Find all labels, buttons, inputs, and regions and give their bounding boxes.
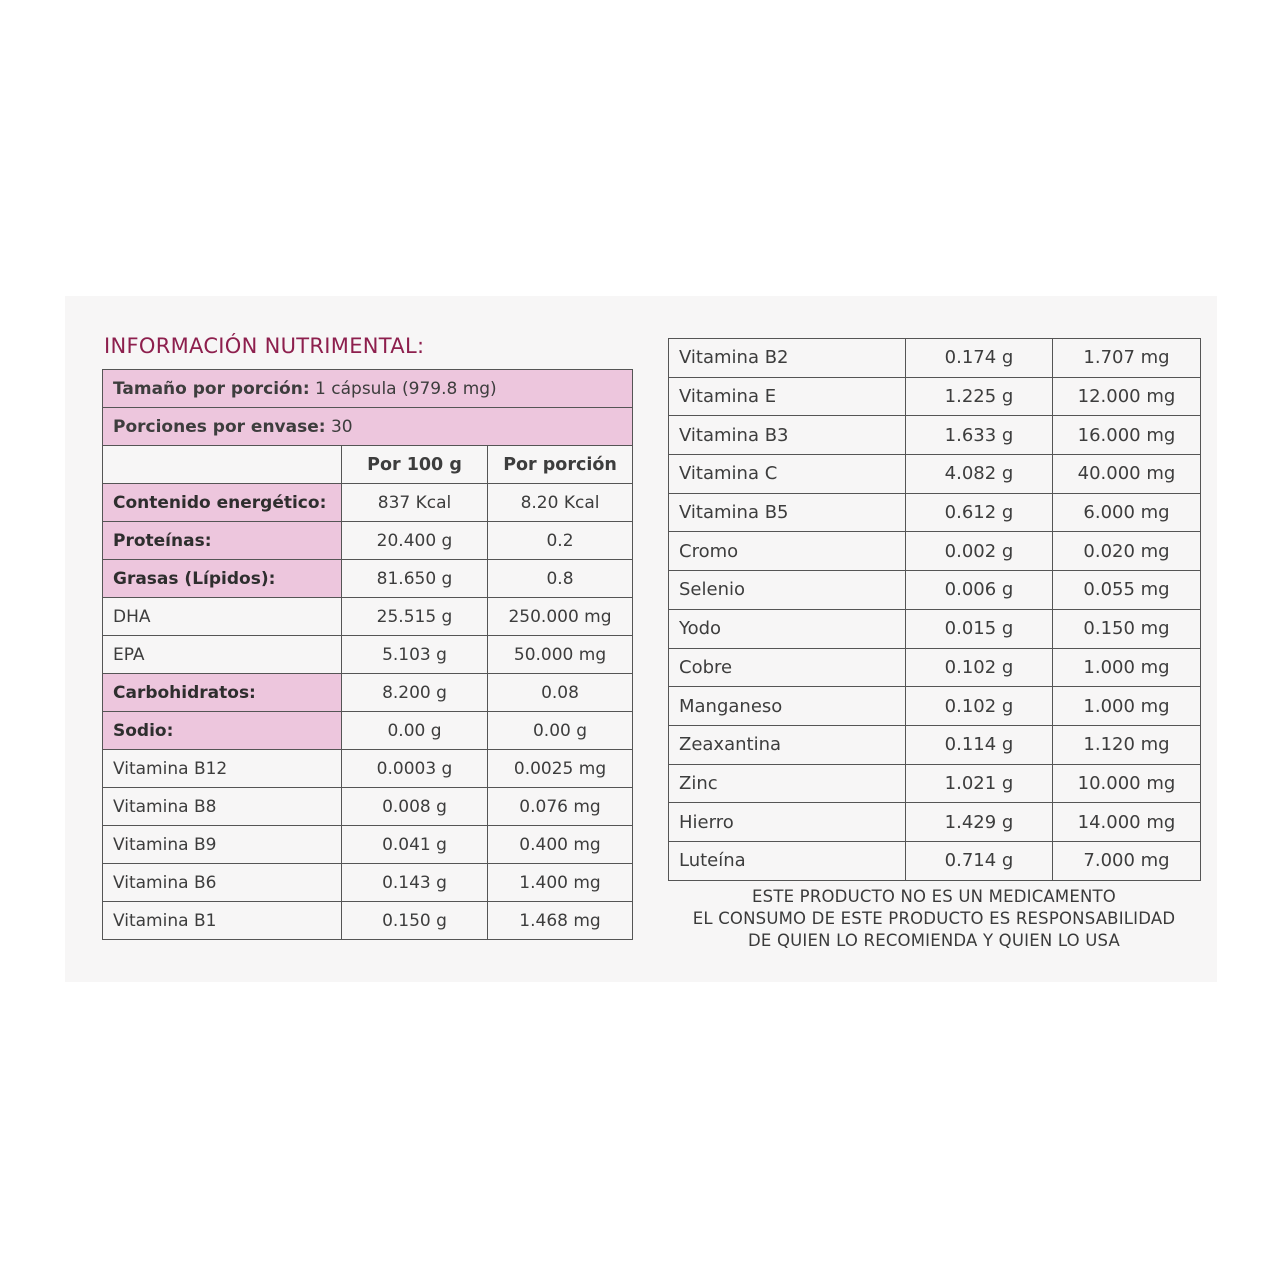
- table-row: [669, 339, 1201, 378]
- value-per-100g: 0.143 g: [342, 864, 488, 902]
- value-per-serving: 0.08: [488, 674, 633, 712]
- nutrient-name: Vitamina B5: [669, 493, 906, 532]
- value-per-serving: 1.400 mg: [488, 864, 633, 902]
- table-row: [103, 826, 633, 864]
- nutrient-name: Vitamina B1: [103, 902, 342, 940]
- value-per-serving: 16.000 mg: [1053, 416, 1201, 455]
- serving-size-cell: [103, 370, 633, 408]
- nutrient-name: Sodio:: [103, 712, 342, 750]
- value-per-serving: 0.020 mg: [1053, 532, 1201, 571]
- disclaimer: [668, 886, 1200, 952]
- value-per-serving: 1.120 mg: [1053, 725, 1201, 764]
- table-row: [669, 377, 1201, 416]
- value-per-serving: 0.00 g: [488, 712, 633, 750]
- nutrient-name: Vitamina B3: [669, 416, 906, 455]
- table-row: [103, 750, 633, 788]
- value-per-100g: 25.515 g: [342, 598, 488, 636]
- nutrition-table-right: [668, 338, 1201, 881]
- serving-size-label: Tamaño por porción:: [113, 378, 310, 399]
- value-per-100g: 0.006 g: [906, 571, 1053, 610]
- nutrient-name: Selenio: [669, 571, 906, 610]
- value-per-serving: 1.468 mg: [488, 902, 633, 940]
- value-per-100g: 0.714 g: [906, 841, 1053, 880]
- value-per-100g: 4.082 g: [906, 455, 1053, 494]
- nutrient-name: Proteínas:: [103, 522, 342, 560]
- value-per-serving: 1.000 mg: [1053, 648, 1201, 687]
- nutrient-name: Hierro: [669, 803, 906, 842]
- table-row: [669, 571, 1201, 610]
- value-per-100g: 0.008 g: [342, 788, 488, 826]
- table-row: [669, 416, 1201, 455]
- table-row: [669, 455, 1201, 494]
- value-per-serving: 8.20 Kcal: [488, 484, 633, 522]
- table-row: [103, 636, 633, 674]
- serving-size-value: 1 cápsula (979.8 mg): [309, 378, 497, 399]
- nutrient-name: Vitamina C: [669, 455, 906, 494]
- value-per-100g: 0.00 g: [342, 712, 488, 750]
- table-row: [669, 841, 1201, 880]
- value-per-100g: 1.225 g: [906, 377, 1053, 416]
- value-per-100g: 0.015 g: [906, 609, 1053, 648]
- nutrition-title: INFORMACIÓN NUTRIMENTAL:: [104, 334, 425, 358]
- value-per-serving: 0.076 mg: [488, 788, 633, 826]
- value-per-100g: 0.102 g: [906, 687, 1053, 726]
- portions-label: Porciones por envase:: [113, 416, 326, 437]
- value-per-serving: 1.707 mg: [1053, 339, 1201, 378]
- value-per-100g: 1.021 g: [906, 764, 1053, 803]
- value-per-serving: 0.055 mg: [1053, 571, 1201, 610]
- value-per-100g: 0.002 g: [906, 532, 1053, 571]
- nutrient-name: Vitamina B8: [103, 788, 342, 826]
- disclaimer-line: EL CONSUMO DE ESTE PRODUCTO ES RESPONSABILIDAD: [692, 909, 1176, 928]
- value-per-100g: 20.400 g: [342, 522, 488, 560]
- table-row: [669, 609, 1201, 648]
- value-per-100g: 0.114 g: [906, 725, 1053, 764]
- nutrient-name: Grasas (Lípidos):: [103, 560, 342, 598]
- value-per-100g: 0.102 g: [906, 648, 1053, 687]
- value-per-serving: 250.000 mg: [488, 598, 633, 636]
- value-per-serving: 12.000 mg: [1053, 377, 1201, 416]
- disclaimer-line: DE QUIEN LO RECOMIENDA Y QUIEN LO USA: [747, 931, 1121, 950]
- table-row: [669, 532, 1201, 571]
- value-per-100g: 0.174 g: [906, 339, 1053, 378]
- column-header-per100: Por 100 g: [342, 446, 488, 484]
- nutrition-table-left: [102, 369, 633, 940]
- disclaimer-line: ESTE PRODUCTO NO ES UN MEDICAMENTO: [752, 887, 1116, 906]
- nutrient-name: DHA: [103, 598, 342, 636]
- nutrient-name: Vitamina B2: [669, 339, 906, 378]
- nutrient-name: Luteína: [669, 841, 906, 880]
- table-row: [103, 864, 633, 902]
- value-per-100g: 0.041 g: [342, 826, 488, 864]
- value-per-100g: 1.633 g: [906, 416, 1053, 455]
- table-row: [103, 712, 633, 750]
- nutrient-name: Zeaxantina: [669, 725, 906, 764]
- value-per-serving: 50.000 mg: [488, 636, 633, 674]
- value-per-serving: 14.000 mg: [1053, 803, 1201, 842]
- nutrient-name: Manganeso: [669, 687, 906, 726]
- value-per-100g: 1.429 g: [906, 803, 1053, 842]
- table-row: [669, 764, 1201, 803]
- table-row: [103, 788, 633, 826]
- value-per-100g: 837 Kcal: [342, 484, 488, 522]
- portions-value: 30: [325, 416, 353, 437]
- value-per-serving: 0.150 mg: [1053, 609, 1201, 648]
- nutrient-name: Cobre: [669, 648, 906, 687]
- nutrient-name: Vitamina B12: [103, 750, 342, 788]
- portions-cell: [103, 408, 633, 446]
- value-per-serving: 6.000 mg: [1053, 493, 1201, 532]
- value-per-serving: 10.000 mg: [1053, 764, 1201, 803]
- value-per-serving: 7.000 mg: [1053, 841, 1201, 880]
- nutrient-name: Carbohidratos:: [103, 674, 342, 712]
- nutrient-name: Yodo: [669, 609, 906, 648]
- nutrient-name: Zinc: [669, 764, 906, 803]
- column-header-per-serving: Por porción: [488, 446, 633, 484]
- value-per-100g: 81.650 g: [342, 560, 488, 598]
- table-row: [103, 484, 633, 522]
- value-per-serving: 0.8: [488, 560, 633, 598]
- table-row: [103, 902, 633, 940]
- table-row: [669, 687, 1201, 726]
- value-per-serving: 1.000 mg: [1053, 687, 1201, 726]
- table-row: [103, 560, 633, 598]
- nutrient-name: EPA: [103, 636, 342, 674]
- table-row: [103, 598, 633, 636]
- value-per-serving: 0.0025 mg: [488, 750, 633, 788]
- nutrient-name: Vitamina E: [669, 377, 906, 416]
- table-row: [103, 674, 633, 712]
- table-row: [669, 648, 1201, 687]
- table-row: [669, 493, 1201, 532]
- value-per-serving: 40.000 mg: [1053, 455, 1201, 494]
- value-per-serving: 0.400 mg: [488, 826, 633, 864]
- column-header-empty: [103, 446, 342, 484]
- value-per-100g: 0.612 g: [906, 493, 1053, 532]
- table-row: [103, 522, 633, 560]
- nutrient-name: Vitamina B6: [103, 864, 342, 902]
- value-per-100g: 0.0003 g: [342, 750, 488, 788]
- nutrient-name: Contenido energético:: [103, 484, 342, 522]
- nutrient-name: Cromo: [669, 532, 906, 571]
- table-row: [669, 725, 1201, 764]
- value-per-100g: 0.150 g: [342, 902, 488, 940]
- table-row: [669, 803, 1201, 842]
- value-per-serving: 0.2: [488, 522, 633, 560]
- value-per-100g: 5.103 g: [342, 636, 488, 674]
- nutrient-name: Vitamina B9: [103, 826, 342, 864]
- value-per-100g: 8.200 g: [342, 674, 488, 712]
